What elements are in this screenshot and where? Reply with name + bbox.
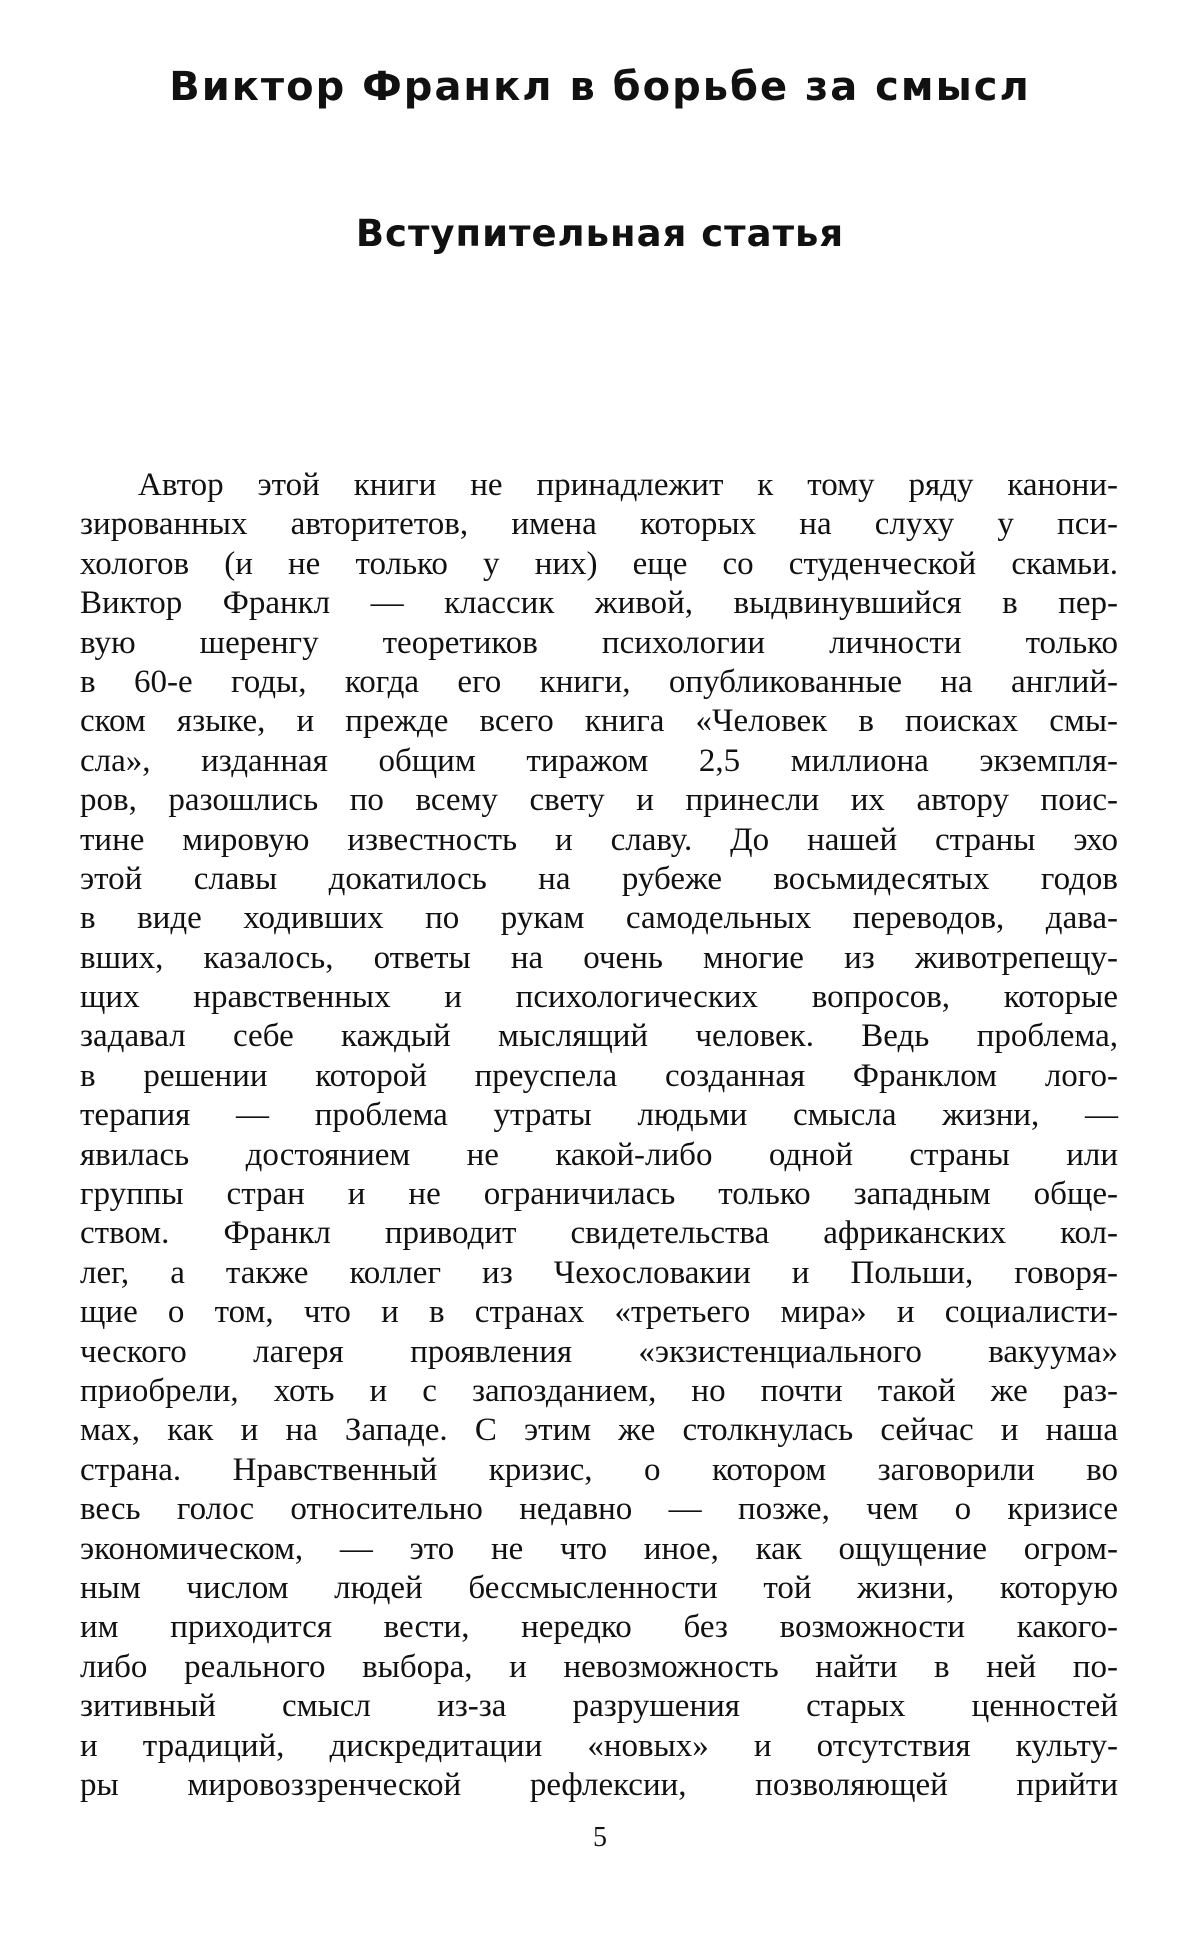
text-line: ском языке, и прежде всего книга «Человек в поисках смы- — [80, 703, 1118, 740]
text-line: щих нравственных и психологических вопросов, которые — [80, 979, 1118, 1016]
text-line: ством. Франкл приводит свидетельства африканских кол- — [80, 1215, 1118, 1252]
text-line: явилась достоянием не какой-либо одной страны или — [80, 1136, 1118, 1173]
section-title: Вступительная статья — [355, 212, 845, 255]
text-line: приобрели, хоть и с запозданием, но почти такой же раз- — [80, 1372, 1118, 1409]
text-line: мах, как и на Западе. С этим же столкнулась сейчас и наша — [80, 1412, 1118, 1449]
text-line: тине мировую известность и славу. До нашей страны эхо — [80, 821, 1118, 858]
text-line: Автор этой книги не принадлежит к тому ряду канони- — [138, 467, 1118, 503]
text-line: в виде ходивших по рукам самодельных переводов, дава- — [80, 900, 1118, 937]
text-line: терапия — проблема утраты людьми смысла жизни, — — [80, 1097, 1118, 1134]
text-line: ным числом людей бессмысленности той жизни, которую — [80, 1569, 1118, 1606]
text-line: им приходится вести, нередко без возможности какого- — [80, 1609, 1118, 1646]
text-line: ры мировоззренческой рефлексии, позволяющей прийти — [80, 1766, 1118, 1803]
text-line: хологов (и не только у них) еще со студенческой скамьи. — [80, 545, 1118, 582]
book-title: Виктор Франкл в борьбе за смысл — [169, 64, 1031, 110]
text-line: щие о том, что и в странах «третьего мира» и социалисти- — [80, 1294, 1118, 1331]
text-line: задавал себе каждый мыслящий человек. Ведь проблема, — [80, 1018, 1118, 1055]
text-line: и традиций, дискредитации «новых» и отсутствия культу- — [80, 1727, 1118, 1764]
text-line: вших, казалось, ответы на очень многие из животрепещу- — [80, 939, 1118, 976]
text-line: весь голос относительно недавно — позже, чем о кризисе — [80, 1491, 1118, 1528]
text-line: в решении которой преуспела созданная Франклом лого- — [80, 1057, 1118, 1094]
text-line: либо реального выбора, и невозможность найти в ней по- — [80, 1648, 1118, 1685]
text-line: лег, а также коллег из Чехословакии и Польши, говоря- — [80, 1254, 1118, 1291]
text-line: зитивный смысл из-за разрушения старых ценностей — [80, 1688, 1118, 1725]
text-line: ческого лагеря проявления «экзистенциального вакуума» — [80, 1333, 1118, 1370]
text-line: ров, разошлись по всему свету и принесли их автору поис- — [80, 782, 1118, 819]
text-line: вую шеренгу теоретиков психологии личности только — [80, 624, 1118, 661]
text-line: сла», изданная общим тиражом 2,5 миллиона экземпля- — [80, 742, 1118, 779]
text-line: группы стран и не ограничилась только западным обще- — [80, 1176, 1118, 1213]
text-line: страна. Нравственный кризис, о котором заговорили во — [80, 1451, 1118, 1488]
page-number: 5 — [593, 1822, 607, 1853]
text-line: экономическом, — это не что иное, как ощущение огром- — [80, 1530, 1118, 1567]
body-text — [80, 466, 1118, 1805]
text-line: Виктор Франкл — классик живой, выдвинувшийся в пер- — [80, 585, 1118, 622]
text-line: в 60-е годы, когда его книги, опубликованные на англий- — [80, 663, 1118, 700]
text-line: этой славы докатилось на рубеже восьмидесятых годов — [80, 860, 1118, 897]
text-line: зированных авторитетов, имена которых на слуху у пси- — [80, 506, 1118, 543]
